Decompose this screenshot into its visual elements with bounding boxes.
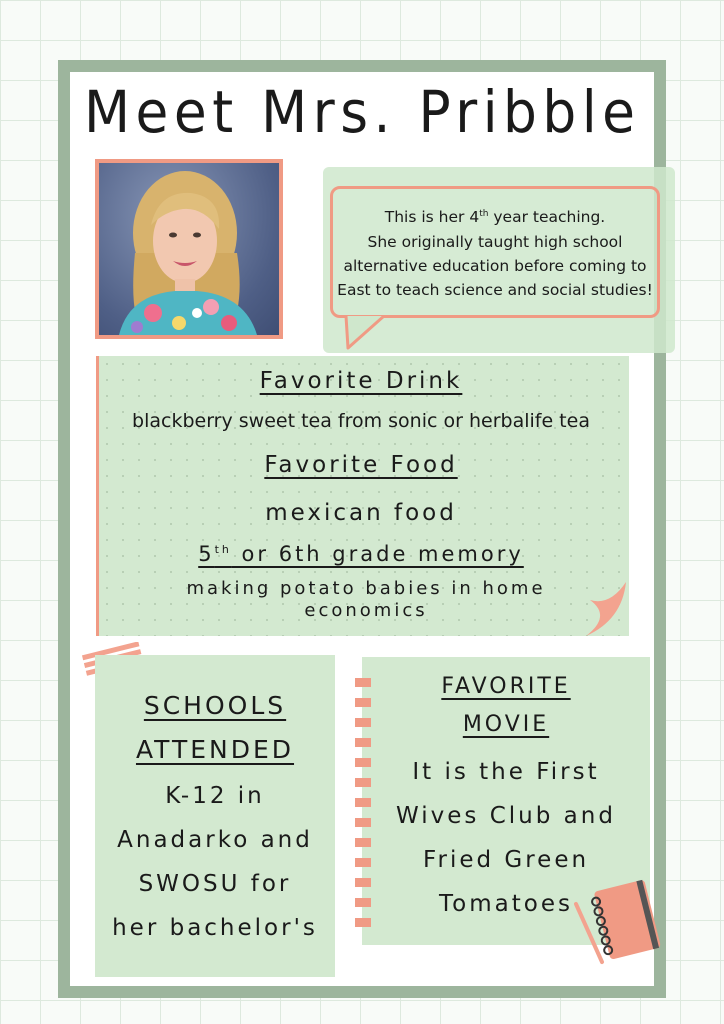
memory-value: making potato babies in home economics bbox=[186, 578, 546, 621]
schools-line: K-12 in bbox=[165, 783, 265, 809]
intro-line-1: This is her 4th year teaching. bbox=[384, 208, 606, 227]
movie-line: Fried Green bbox=[422, 847, 590, 873]
favorite-food-value: mexican food bbox=[265, 500, 457, 526]
intro-line-4: East to teach science and social studies! bbox=[337, 280, 653, 299]
movie-heading: FAVORITE MOVIE bbox=[441, 674, 571, 737]
schools-line: Anadarko and bbox=[117, 827, 313, 853]
schools-line: SWOSU for bbox=[138, 871, 292, 897]
notebook-pencil-icon bbox=[572, 878, 662, 968]
movie-line: Tomatoes bbox=[439, 891, 573, 917]
schools-line: her bachelor's bbox=[112, 915, 318, 941]
favorite-food-heading: Favorite Food bbox=[264, 452, 458, 478]
speech-bubble-tail bbox=[340, 314, 400, 354]
page-curl-decoration bbox=[572, 580, 632, 640]
intro-line-2: She originally taught high school bbox=[367, 232, 623, 251]
movie-line: Wives Club and bbox=[396, 803, 616, 829]
memory-heading: 5th or 6th grade memory bbox=[198, 542, 524, 566]
intro-speech-bubble bbox=[330, 186, 660, 318]
favorite-drink-value: blackberry sweet tea from sonic or herbalife tea bbox=[132, 410, 590, 432]
schools-heading: SCHOOLS ATTENDED bbox=[135, 691, 295, 764]
movie-line: It is the First bbox=[412, 759, 600, 785]
teacher-photo bbox=[95, 159, 283, 339]
page-title: Meet Mrs. Pribble bbox=[84, 78, 641, 146]
favorite-drink-heading: Favorite Drink bbox=[259, 368, 463, 394]
schools-body bbox=[95, 774, 335, 950]
intro-line-3: alternative education before coming to bbox=[343, 256, 647, 275]
